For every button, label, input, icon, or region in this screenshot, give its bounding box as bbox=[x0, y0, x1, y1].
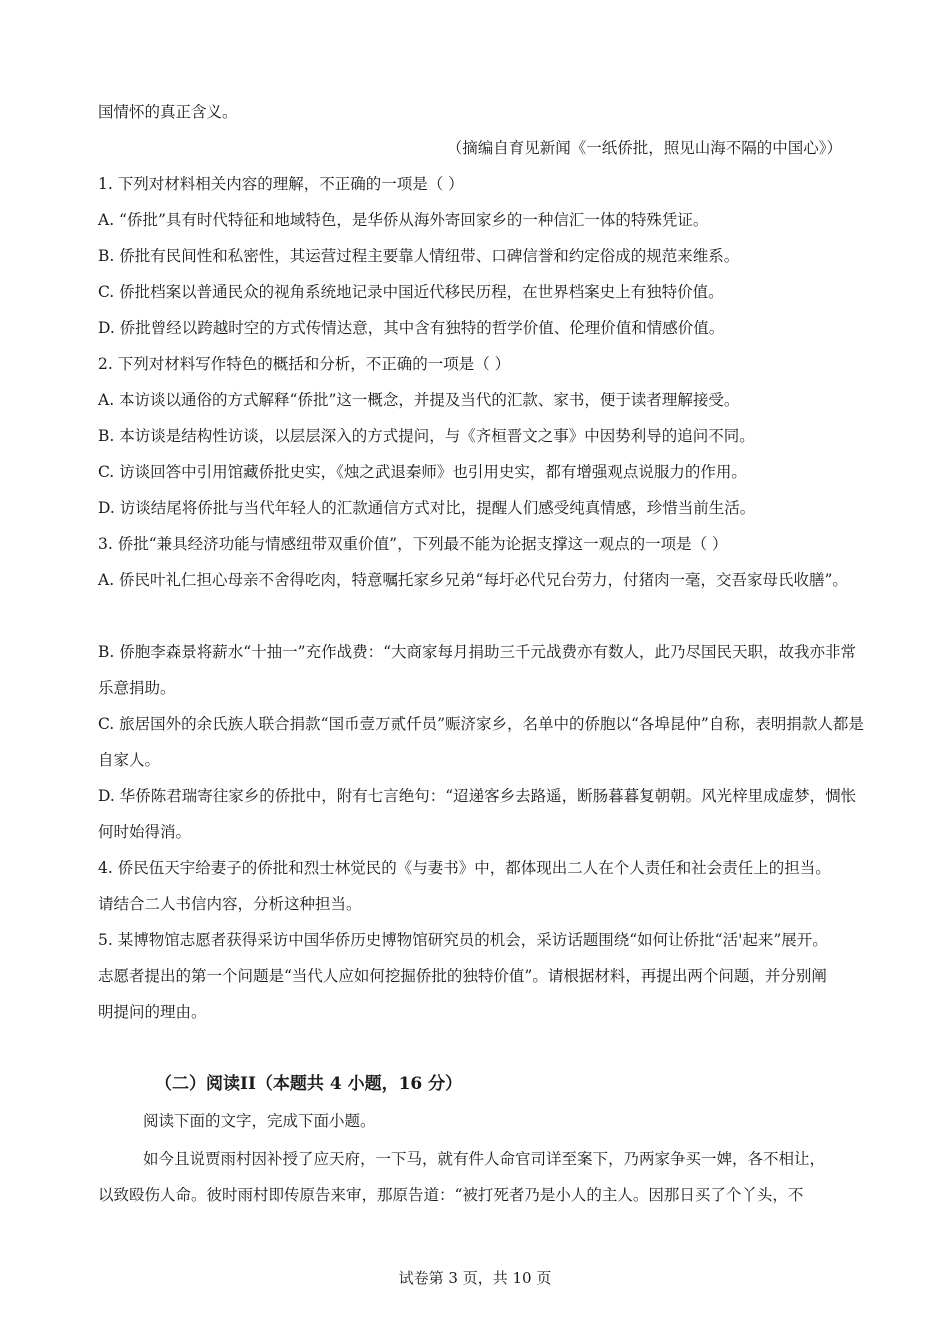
section-heading: （二）阅读II（本题共 4 小题，16 分） bbox=[155, 1074, 463, 1094]
q3-option-b: B. 侨胞李森景将薪水“十抽一”充作战费：“大商家每月捐助三千元战费亦有数人，此乃尽国民天职，故我亦非常乐意捐助。 bbox=[98, 643, 857, 697]
q3-option-a: A. 侨民叶礼仁担心母亲不舍得吃肉，特意嘱托家乡兄弟“每圩必代兄台劳力，付猪肉一毫，交吾家母氏收膳”。 bbox=[98, 571, 848, 589]
q5-line-3: 明提问的理由。 bbox=[98, 1003, 207, 1021]
section-instruction: 阅读下面的文字，完成下面小题。 bbox=[143, 1112, 376, 1130]
passage-line-2: 以致殴伤人命。彼时雨村即传原告来审，那原告道：“被打死者乃是小人的主人。因那日买了个丫头，不 bbox=[98, 1186, 804, 1204]
q1-option-b: B. 侨批有民间性和私密性，其运营过程主要靠人情纽带、口碑信誉和约定俗成的规范来维系。 bbox=[98, 247, 740, 265]
source-citation: （摘编自育见新闻《一纸侨批，照见山海不隔的中国心》） bbox=[446, 139, 842, 157]
q5-line-1: 5. 某博物馆志愿者获得采访中国华侨历史博物馆研究员的机会，采访话题围绕“如何让侨批“活'起来”展开。 bbox=[98, 931, 828, 949]
q1-option-d: D. 侨批曾经以跨越时空的方式传情达意，其中含有独特的哲学价值、伦理价值和情感价值。 bbox=[98, 319, 725, 337]
q2-option-d: D. 访谈结尾将侨批与当代年轻人的汇款通信方式对比，提醒人们感受纯真情感，珍惜当前生活。 bbox=[98, 499, 756, 517]
q3-option-c: C. 旅居国外的余氏族人联合捐款“国币壹万贰仟员”赈济家乡，名单中的侨胞以“各埠昆仲”自称，表明捐款人都是自家人。 bbox=[98, 715, 864, 769]
q4-line-2: 请结合二人书信内容，分析这种担当。 bbox=[98, 895, 362, 913]
intro-line: 国情怀的真正含义。 bbox=[98, 103, 238, 121]
passage-line-1: 如今且说贾雨村因补授了应天府，一下马，就有件人命官司详至案下，乃两家争买一婢，各不相让， bbox=[143, 1150, 826, 1168]
q2-stem: 2. 下列对材料写作特色的概括和分析，不正确的一项是（ ） bbox=[98, 355, 511, 373]
q2-option-c: C. 访谈回答中引用馆藏侨批史实，《烛之武退秦师》也引用史实，都有增强观点说服力的作用。 bbox=[98, 463, 747, 481]
q3-option-d: D. 华侨陈君瑞寄往家乡的侨批中，附有七言绝句：“迢递客乡去路遥，断肠暮暮复朝朝。风光梓里成虚梦，惆怅何时始得消。 bbox=[98, 787, 857, 841]
q1-option-a: A. “侨批”具有时代特征和地域特色，是华侨从海外寄回家乡的一种信汇一体的特殊凭证。 bbox=[98, 211, 709, 229]
q1-stem: 1. 下列对材料相关内容的理解，不正确的一项是（ ） bbox=[98, 175, 464, 193]
q2-option-a: A. 本访谈以通俗的方式解释“侨批”这一概念，并提及当代的汇款、家书，便于读者理解接受。 bbox=[98, 391, 740, 409]
page-footer: 试卷第 3 页，共 10 页 bbox=[398, 1269, 552, 1287]
q1-option-c: C. 侨批档案以普通民众的视角系统地记录中国近代移民历程，在世界档案史上有独特价值。 bbox=[98, 283, 724, 301]
q5-line-2: 志愿者提出的第一个问题是“当代人应如何挖掘侨批的独特价值”。请根据材料，再提出两个问题，并分别阐 bbox=[98, 967, 827, 985]
q4-line-1: 4. 侨民伍天宇给妻子的侨批和烈士林觉民的《与妻书》中，都体现出二人在个人责任和社会责任上的担当。 bbox=[98, 859, 831, 877]
q3-stem: 3. 侨批“兼具经济功能与情感纽带双重价值”，下列最不能为论据支撑这一观点的一项是（ ） bbox=[98, 535, 728, 553]
q2-option-b: B. 本访谈是结构性访谈，以层层深入的方式提问，与《齐桓晋文之事》中因势利导的追问不同。 bbox=[98, 427, 755, 445]
